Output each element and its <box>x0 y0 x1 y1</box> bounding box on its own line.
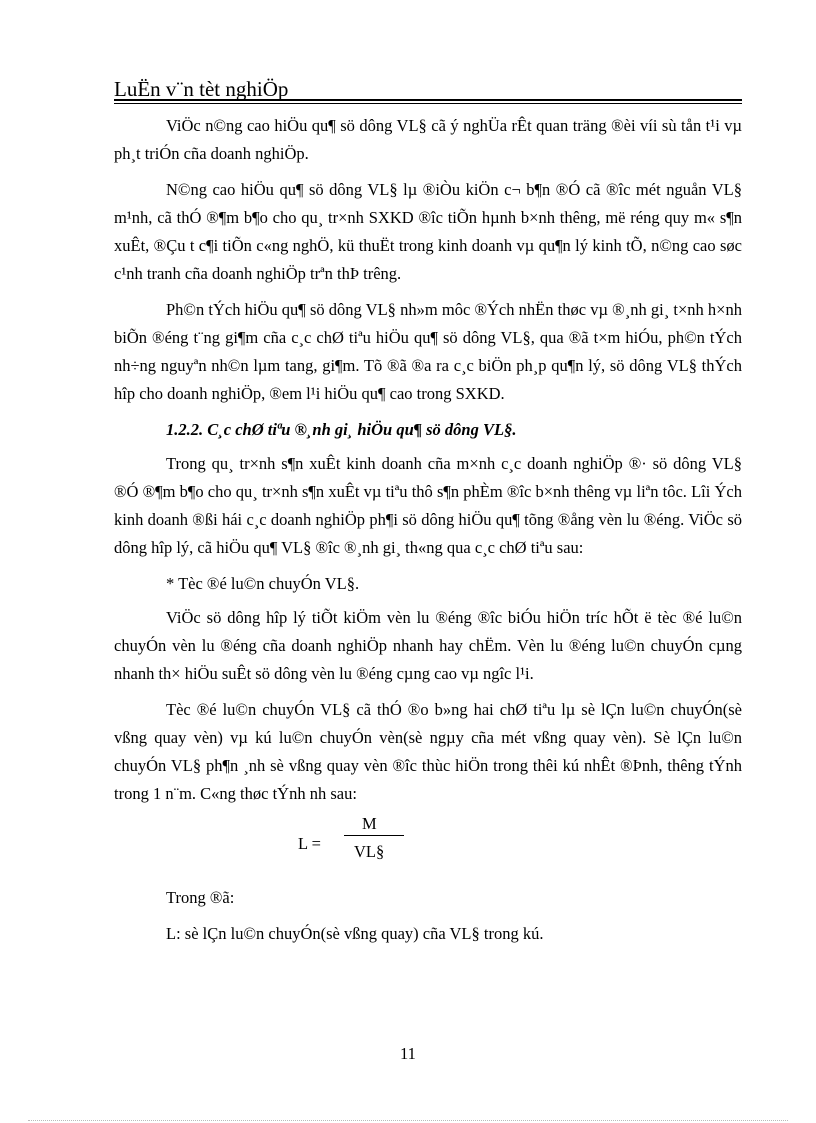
bullet-item: * Tèc ®é lu©n chuyÓn VL§. <box>166 574 360 593</box>
formula-denominator: VL§ <box>354 842 385 861</box>
footer-dotted-line <box>28 1120 788 1121</box>
paragraph-2: N©ng cao hiÖu qu¶ sö dông VL§ lµ ®iÒu kiÖn c¬ b¶n ®Ó cã ®îc mét nguån VL§ m¹nh, cã thÓ ®¶m b¶o cho qu¸ tr×nh SXKD ®îc tiÕn hµnh b×nh thêng, më réng quy m« s¶n xuÊt, ®Çu t c¶i tiÕn c«ng nghÖ, kü thuËt trong kinh doanh vµ qu¶n lý kinh tÕ, n©ng cao søc c¹nh tranh cña doanh nghiÖp trªn thÞ trêng. <box>114 180 742 283</box>
document-body <box>114 112 742 956</box>
paragraph-6: Tèc ®é lu©n chuyÓn VL§ cã thÓ ®o b»ng hai chØ tiªu lµ sè lÇn lu©n chuyÓn(sè vßng quay vèn) vµ kú lu©n chuyÓn vèn(sè ngµy cña mét vßng quay vèn). Sè lÇn lu©n chuyÓn VL§ ph¶n ¸nh sè vßng quay vèn ®îc thùc hiÖn trong thêi kú nhÊt ®Þnh, thêng tÝnh trong 1 n¨m. C«ng thøc tÝnh nh sau: <box>114 700 742 803</box>
header-rule-thick <box>114 99 742 101</box>
formula-numerator: M <box>362 814 377 833</box>
paragraph-4: Trong qu¸ tr×nh s¶n xuÊt kinh doanh cña m×nh c¸c doanh nghiÖp ®· sö dông VL§ ®Ó ®¶m b¶o cho qu¸ tr×nh s¶n xuÊt vµ tiªu thô s¶n phÈm ®îc b×nh thêng vµ liªn tôc. Lîi Ých kinh doanh ®ßi hái c¸c doanh nghiÖp ph¶i sö dông hiÖu qu¶ tõng ®ång vèn lu ®éng. ViÖc sö dông hîp lý, cã hiÖu qu¶ VL§ ®îc ®¸nh gi¸ th«ng qua c¸c chØ tiªu sau: <box>114 454 742 557</box>
paragraph-8: L: sè lÇn lu©n chuyÓn(sè vßng quay) cña VL§ trong kú. <box>166 924 544 943</box>
paragraph-3: Ph©n tÝch hiÖu qu¶ sö dông VL§ nh»m môc ®Ých nhËn thøc vµ ®¸nh gi¸ t×nh h×nh biÕn ®éng t¨ng gi¶m cña c¸c chØ tiªu hiÖu qu¶ sö dông VL§, qua ®ã t×m hiÓu, ph©n tÝch nh÷ng nguyªn nh©n lµm tang, gi¶m. Tõ ®ã ®a ra c¸c biÖn ph¸p qu¶n lý, sö dông VL§ thÝch hîp cho doanh nghiÖp, ®em l¹i hiÖu qu¶ cao trong SXKD. <box>114 300 742 403</box>
paragraph-5: ViÖc sö dông hîp lý tiÕt kiÖm vèn lu ®éng ®îc biÓu hiÖn tríc hÕt ë tèc ®é lu©n chuyÓn vèn lu ®éng cña doanh nghiÖp nhanh hay chËm. Vèn lu ®éng lu©n chuyÓn cµng nhanh th× hiÖu suÊt sö dông vèn lu ®éng cµng cao vµ ngîc l¹i. <box>114 608 742 683</box>
page-number: 11 <box>400 1044 416 1063</box>
section-heading: 1.2.2. C¸c chØ tiªu ®¸nh gi¸ hiÖu qu¶ sö dông VL§. <box>166 420 517 439</box>
formula <box>114 816 742 876</box>
running-header-title: LuËn v¨n tèt nghiÖp <box>114 77 289 101</box>
header-rule-thin <box>114 103 742 104</box>
paragraph-1: ViÖc n©ng cao hiÖu qu¶ sö dông VL§ cã ý nghÜa rÊt quan träng ®èi víi sù tån t¹i vµ ph¸t triÓn cña doanh nghiÖp. <box>114 116 742 163</box>
fraction-bar <box>344 835 404 836</box>
formula-lhs: L = <box>298 834 321 853</box>
paragraph-7: Trong ®ã: <box>166 888 235 907</box>
